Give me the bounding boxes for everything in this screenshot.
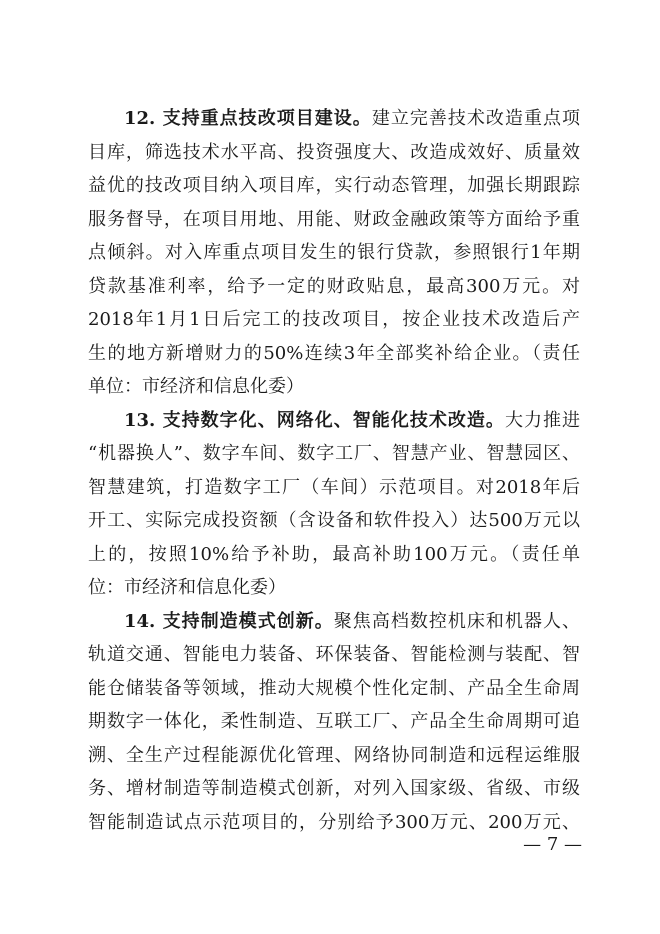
paragraph-12-line-4: 服务督导，在项目用地、用能、财政金融政策等方面给予重 <box>88 208 580 230</box>
paragraph-13-line-5: 上的，按照10%给予补助，最高补助100万元。（责任单 <box>88 543 580 565</box>
paragraph-12-line-1 <box>88 102 580 136</box>
paragraph-13-line-2: “机器换人”、数字车间、数字工厂、智慧产业、智慧园区、 <box>88 443 580 464</box>
paragraph-12-line-6: 贷款基准利率，给予一定的财政贴息，最高300万元。对 <box>88 275 580 297</box>
paragraph-12-line-5: 点倾斜。对入库重点项目发生的银行贷款，参照银行1年期 <box>88 242 580 263</box>
paragraph-12-heading: 12. 支持重点技改项目建设。 <box>124 108 372 129</box>
paragraph-12-line-2: 目库，筛选技术水平高、投资强度大、改造成效好、质量效 <box>88 141 580 163</box>
paragraph-13-line-4: 开工、实际完成投资额（含设备和软件投入）达500万元以 <box>88 510 580 531</box>
paragraph-14-line-6: 务、增材制造等制造模式创新，对列入国家级、省级、市级 <box>88 778 580 799</box>
paragraph-13-line-1 <box>88 404 580 438</box>
paragraph-13-heading: 13. 支持数字化、网络化、智能化技术改造。 <box>124 409 505 431</box>
paragraph-14-line-1 <box>88 605 580 639</box>
paragraph-14-line-3: 能仓储装备等领域，推动大规模个性化定制、产品全生命周 <box>88 677 580 699</box>
paragraph-13-text: 大力推进 <box>504 409 580 431</box>
paragraph-12-text: 建立完善技术改造重点项 <box>371 108 580 129</box>
paragraph-12-line-9: 单位：市经济和信息化委） <box>88 376 304 397</box>
document-body <box>88 102 580 839</box>
paragraph-14-heading: 14. 支持制造模式创新。 <box>124 610 334 632</box>
paragraph-14-line-2: 轨道交通、智能电力装备、环保装备、智能检测与装配、智 <box>88 644 580 665</box>
paragraph-12-line-3: 益优的技改项目纳入项目库，实行动态管理，加强长期跟踪 <box>88 175 580 196</box>
page-number: — 7 — <box>523 834 582 855</box>
paragraph-13-line-6: 位：市经济和信息化委） <box>88 577 286 598</box>
paragraph-12-line-7: 2018年1月1日后完工的技改项目，按企业技术改造后产 <box>88 309 580 330</box>
paragraph-14-line-7: 智能制造试点示范项目的，分别给予300万元、200万元、 <box>88 811 580 833</box>
paragraph-14-text: 聚焦高档数控机床和机器人、 <box>333 610 580 632</box>
paragraph-12-line-8: 生的地方新增财力的50%连续3年全部奖补给企业。（责任 <box>88 342 580 364</box>
paragraph-14-line-5: 溯、全生产过程能源优化管理、网络协同制造和远程运维服 <box>88 744 580 766</box>
paragraph-14-line-4: 期数字一体化，柔性制造、互联工厂、产品全生命周期可追 <box>88 711 580 732</box>
paragraph-13-line-3: 智慧建筑，打造数字工厂（车间）示范项目。对2018年后 <box>88 476 580 498</box>
